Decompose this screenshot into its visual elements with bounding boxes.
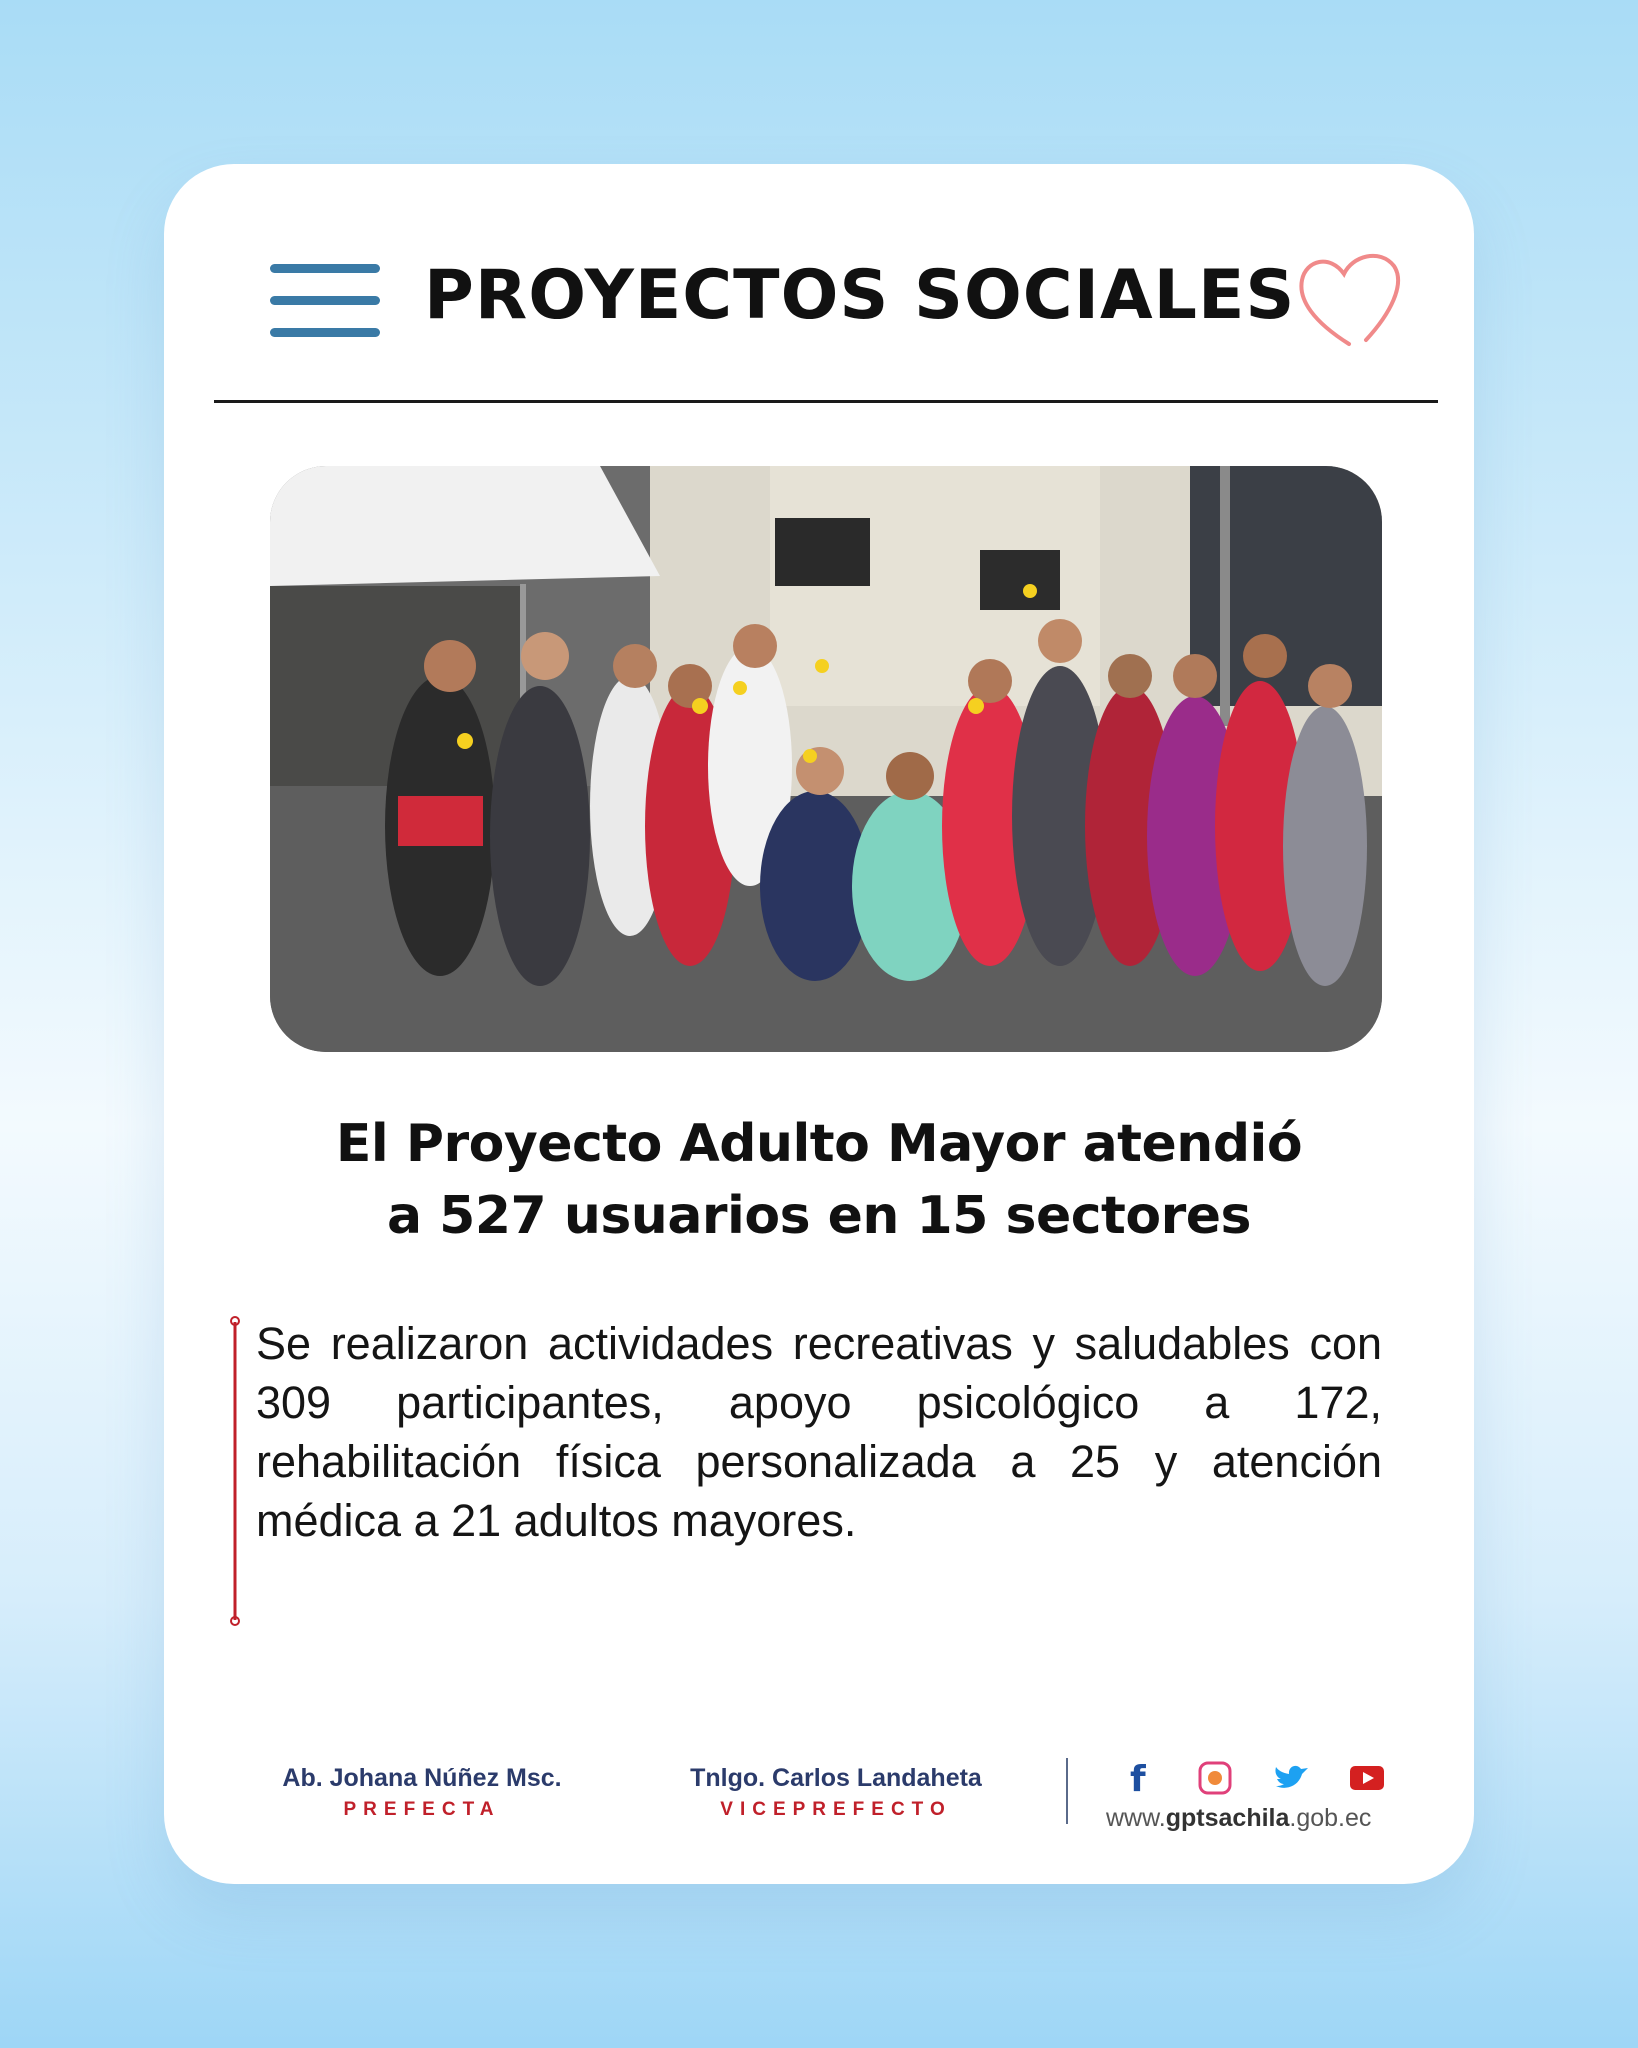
youtube-icon[interactable] [1348,1760,1386,1796]
headline-line-1: El Proyecto Adulto Mayor atendió [335,1114,1303,1174]
signatory-name: Tnlgo. Carlos Landaheta [690,1764,982,1792]
instagram-icon[interactable] [1196,1760,1234,1796]
accent-line [228,1316,242,1626]
headline-line-2: a 527 usuarios en 15 sectores [386,1186,1251,1246]
facebook-icon[interactable] [1120,1760,1158,1796]
signatory-name: Ab. Johana Núñez Msc. [282,1764,562,1792]
post-card [164,164,1474,1884]
header-divider [214,400,1438,403]
body-paragraph: Se realizaron actividades recreativas y saludables con 309 participantes, apoyo psicológico a 172, rehabilitación física personalizada a 25 y atención médica a 21 adultos mayores. [256,1318,1382,1546]
svg-text:f: f [1130,1760,1146,1796]
signatory-role: PREFECTA [343,1799,501,1820]
signature-prefecta [252,1764,592,1821]
footer [164,1754,1474,1834]
signatory-role: VICEPREFECTO [720,1799,952,1820]
website-link[interactable]: www.gptsachila.gob.ec [1106,1804,1372,1832]
heart-outline-icon [1294,244,1404,354]
social-links [1106,1758,1396,1833]
headline [224,1108,1414,1252]
twitter-icon[interactable] [1272,1760,1310,1796]
menu-icon [270,264,380,340]
footer-divider [1066,1758,1068,1824]
group-photo [270,466,1382,1052]
signature-viceprefecto [656,1764,1016,1821]
page-title: PROYECTOS SOCIALES [424,256,1296,335]
